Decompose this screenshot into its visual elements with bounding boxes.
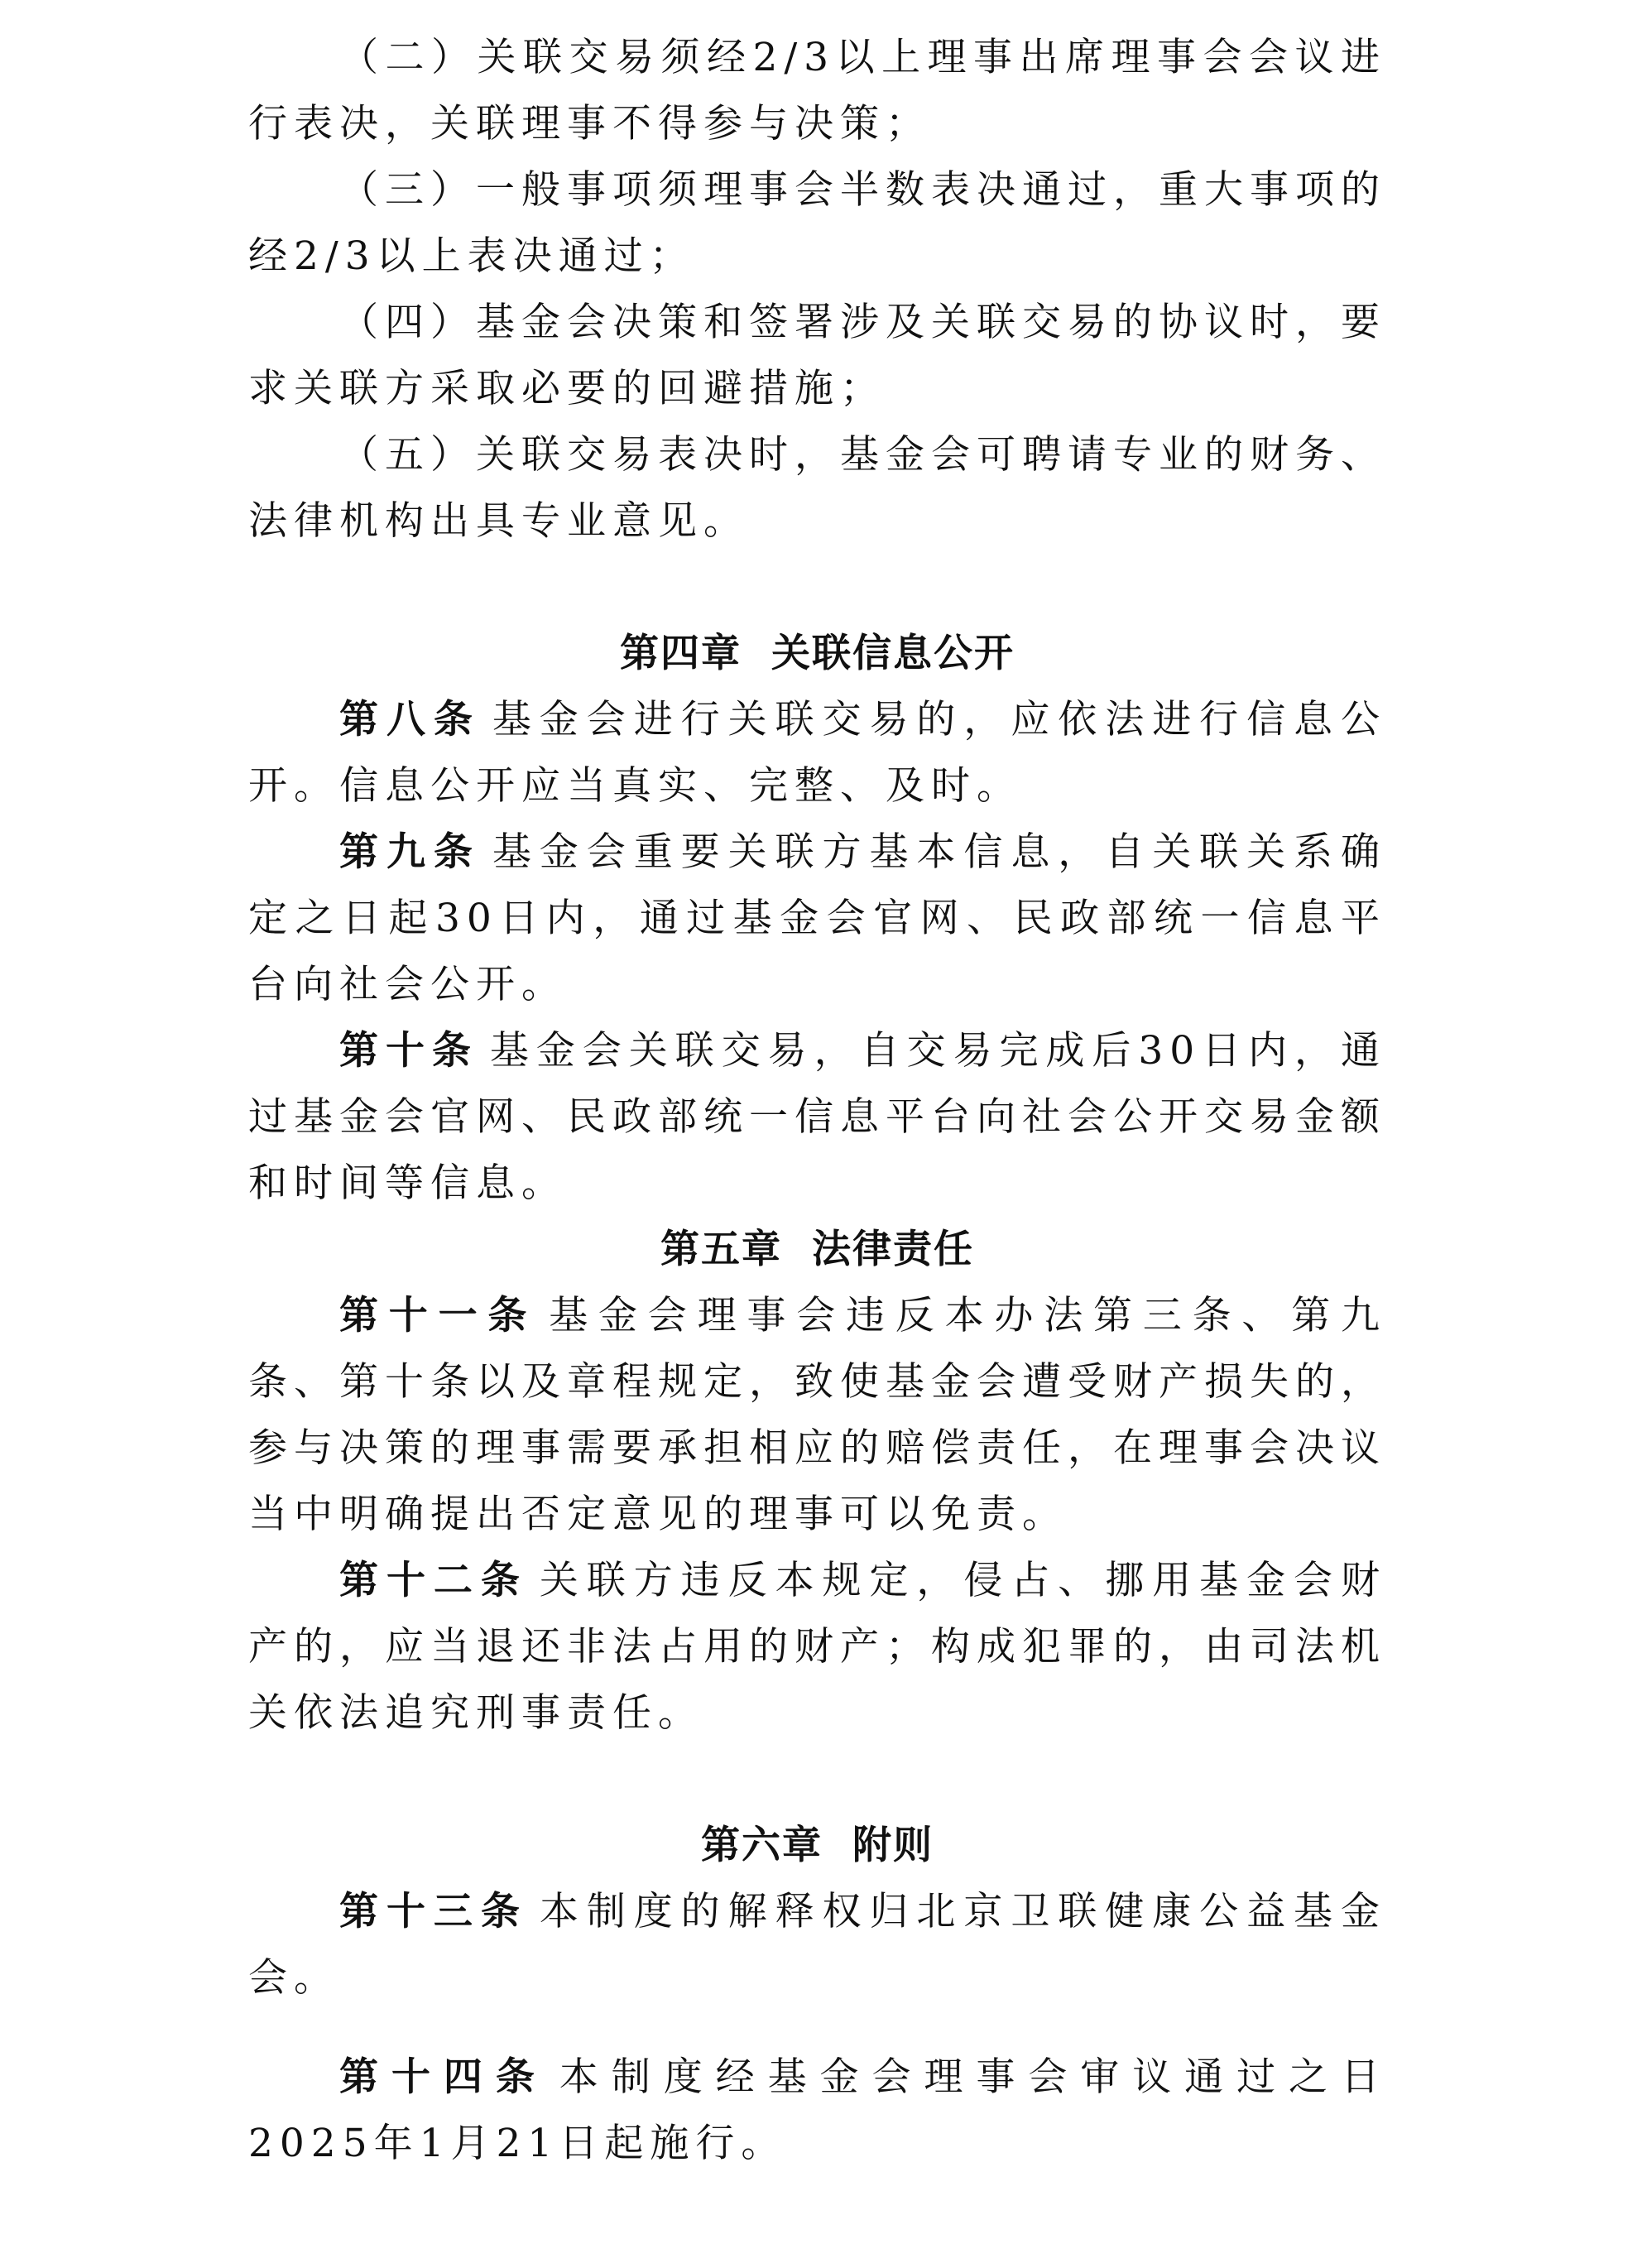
- article-text: 关联方违反本规定，侵占、挪用基金会财产的，应当退还非法占用的财产；构成犯罪的，由司法机关依法追究刑事责任。: [248, 1558, 1387, 1736]
- article-label: 第十四条: [339, 2054, 548, 2100]
- article-label: 第十三条: [339, 1889, 528, 1934]
- item-two: （二）关联交易须经2/3以上理事出席理事会会议进行表决，关联理事不得参与决策；: [248, 35, 1386, 147]
- spacer: [248, 555, 1386, 621]
- chapter-5-heading: [248, 1217, 1386, 1283]
- item-five: （五）关联交易表决时，基金会可聘请专业的财务、法律机构出具专业意见。: [248, 432, 1386, 544]
- article-label: 第十一条: [339, 1293, 538, 1338]
- article-9: [248, 819, 1386, 1018]
- chapter-number: 第五章: [660, 1227, 782, 1272]
- document-page: [248, 25, 1386, 2177]
- article-label: 第九条: [339, 829, 481, 875]
- chapter-number: 第四章: [620, 631, 742, 676]
- spacer: [248, 2011, 1386, 2045]
- chapter-title: 关联信息公开: [771, 631, 1015, 676]
- article-label: 第十二条: [339, 1558, 528, 1603]
- article-11: [248, 1283, 1386, 1548]
- article-12: [248, 1548, 1386, 1747]
- article-label: 第八条: [339, 697, 481, 742]
- article-text: 基金会重要关联方基本信息，自关联关系确定之日起30日内，通过基金会官网、民政部统一信息平台向社会公开。: [248, 829, 1387, 1007]
- item-four: （四）基金会决策和签署涉及关联交易的协议时，要求关联方采取必要的回避措施；: [248, 300, 1386, 411]
- chapter-6-heading: [248, 1813, 1386, 1879]
- article-8: [248, 687, 1386, 819]
- article-text: 基金会关联交易，自交易完成后30日内，通过基金会官网、民政部统一信息平台向社会公开交易金额和时间等信息。: [248, 1028, 1386, 1206]
- article-label: 第十条: [339, 1028, 478, 1074]
- spacer: [248, 1747, 1386, 1813]
- article-10: [248, 1018, 1386, 1217]
- article-13: [248, 1879, 1386, 2011]
- article-text: 本制度经基金会理事会审议通过之日2025年1月21日起施行。: [248, 2054, 1387, 2166]
- chapter-number: 第六章: [701, 1823, 823, 1868]
- article-text: 本制度的解释权归北京卫联健康公益基金会。: [248, 1889, 1387, 2001]
- article-text: 基金会理事会违反本办法第三条、第九条、第十条以及章程规定，致使基金会遭受财产损失的，参与决策的理事需要承担相应的赔偿责任，在理事会决议当中明确提出否定意见的理事可以免责。: [248, 1293, 1387, 1537]
- chapter-title: 法律责任: [812, 1227, 974, 1272]
- chapter-title: 附则: [852, 1823, 934, 1868]
- article-text: 基金会进行关联交易的，应依法进行信息公开。信息公开应当真实、完整、及时。: [248, 697, 1387, 809]
- article-14: [248, 2045, 1386, 2177]
- item-three: （三）一般事项须理事会半数表决通过，重大事项的经2/3以上表决通过；: [248, 167, 1386, 279]
- chapter-4-heading: [248, 621, 1386, 687]
